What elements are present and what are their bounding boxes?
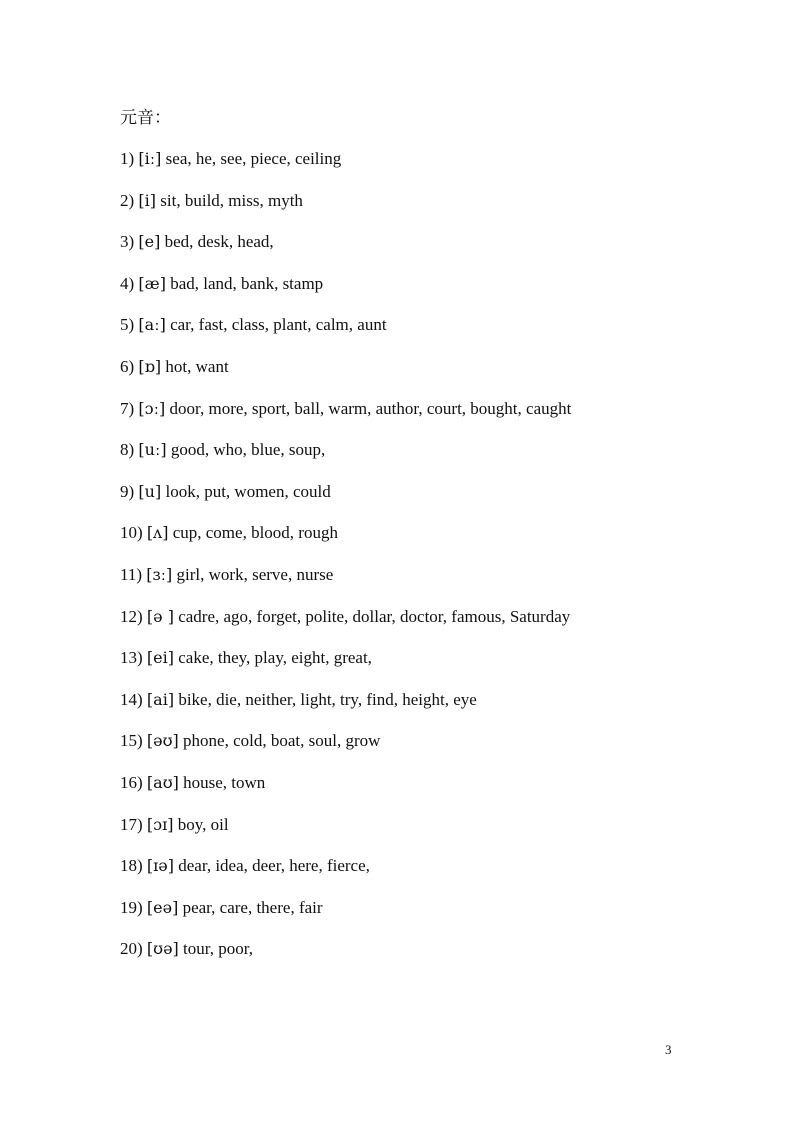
item-number: 6) — [120, 356, 135, 376]
item-number: 11) — [120, 564, 143, 584]
example-words: good, who, blue, soup, — [170, 440, 326, 460]
item-number: 15) — [120, 731, 143, 751]
example-words: phone, cold, boat, soul, grow — [183, 731, 381, 751]
list-item — [120, 272, 571, 314]
item-number: 20) — [120, 939, 143, 959]
example-words: hot, want — [165, 356, 229, 376]
example-words: look, put, women, could — [165, 481, 331, 501]
item-number: 18) — [120, 856, 143, 876]
list-item — [120, 397, 571, 439]
ipa-symbol: [əʊ] — [146, 731, 179, 751]
list-item — [120, 729, 571, 771]
example-words: dear, idea, deer, here, fierce, — [178, 856, 370, 876]
list-item — [120, 896, 571, 938]
example-words: cadre, ago, forget, polite, dollar, doctor, famous, Saturday — [178, 606, 571, 626]
ipa-symbol: [i] — [138, 190, 157, 210]
list-item — [120, 521, 571, 563]
list-item — [120, 771, 571, 813]
list-item — [120, 189, 571, 231]
item-number: 14) — [120, 689, 143, 709]
example-words: girl, work, serve, nurse — [176, 564, 334, 584]
list-item — [120, 646, 571, 688]
ipa-symbol: [aʊ] — [146, 772, 179, 792]
item-number: 1) — [120, 149, 135, 168]
item-number: 7) — [120, 398, 135, 418]
ipa-symbol: [u] — [138, 481, 162, 501]
example-words: sit, build, miss, myth — [160, 190, 303, 210]
ipa-symbol: [ɪə] — [146, 856, 174, 876]
item-number: 8) — [120, 440, 135, 460]
item-number: 10) — [120, 523, 143, 543]
ipa-symbol: [ai] — [146, 689, 175, 709]
ipa-symbol: [uː] — [138, 440, 167, 460]
example-words: cup, come, blood, rough — [172, 523, 338, 543]
ipa-symbol: [ɒ] — [138, 356, 162, 376]
item-number: 2) — [120, 190, 135, 210]
list-item — [120, 355, 571, 397]
ipa-symbol: [aː] — [138, 315, 166, 335]
example-words: tour, poor, — [183, 939, 253, 959]
vowel-list — [120, 147, 571, 979]
example-words: bad, land, bank, stamp — [170, 273, 324, 293]
ipa-symbol: [e] — [138, 232, 161, 252]
item-number: 16) — [120, 772, 143, 792]
example-words: door, more, sport, ball, warm, author, court, bought, caught — [169, 398, 572, 418]
list-item — [120, 605, 571, 647]
ipa-symbol: [æ] — [138, 273, 166, 293]
list-item — [120, 230, 571, 272]
example-words: cake, they, play, eight, great, — [178, 648, 372, 668]
ipa-symbol: [iː] — [138, 149, 162, 168]
item-number: 5) — [120, 315, 135, 335]
example-words: sea, he, see, piece, ceiling — [165, 149, 342, 168]
ipa-symbol: [ʊə] — [146, 939, 179, 959]
example-words: bike, die, neither, light, try, find, height, eye — [178, 689, 477, 709]
ipa-symbol: [ʌ] — [146, 523, 169, 543]
list-item — [120, 313, 571, 355]
example-words: house, town — [183, 772, 266, 792]
ipa-symbol: [eə] — [146, 897, 179, 917]
example-words: boy, oil — [177, 814, 229, 834]
item-number: 4) — [120, 273, 135, 293]
item-number: 17) — [120, 814, 143, 834]
example-words: car, fast, class, plant, calm, aunt — [170, 315, 387, 335]
section-heading: 元音： — [120, 108, 171, 127]
example-words: bed, desk, head, — [164, 232, 274, 252]
list-item — [120, 438, 571, 480]
list-item — [120, 813, 571, 855]
item-number: 19) — [120, 897, 143, 917]
list-item — [120, 688, 571, 730]
list-item — [120, 937, 571, 979]
ipa-symbol: [ɔɪ] — [146, 814, 174, 834]
ipa-symbol: [ə ] — [146, 606, 174, 626]
ipa-symbol: [ɜː] — [146, 564, 173, 584]
ipa-symbol: [ɔː] — [138, 398, 166, 418]
list-item — [120, 147, 571, 189]
item-number: 12) — [120, 606, 143, 626]
item-number: 9) — [120, 481, 135, 501]
example-words: pear, care, there, fair — [182, 897, 323, 917]
page-number: 3 — [665, 1042, 672, 1057]
list-item — [120, 480, 571, 522]
item-number: 13) — [120, 648, 143, 668]
item-number: 3) — [120, 232, 135, 252]
ipa-symbol: [ei] — [146, 648, 174, 668]
list-item — [120, 563, 571, 605]
list-item — [120, 854, 571, 896]
